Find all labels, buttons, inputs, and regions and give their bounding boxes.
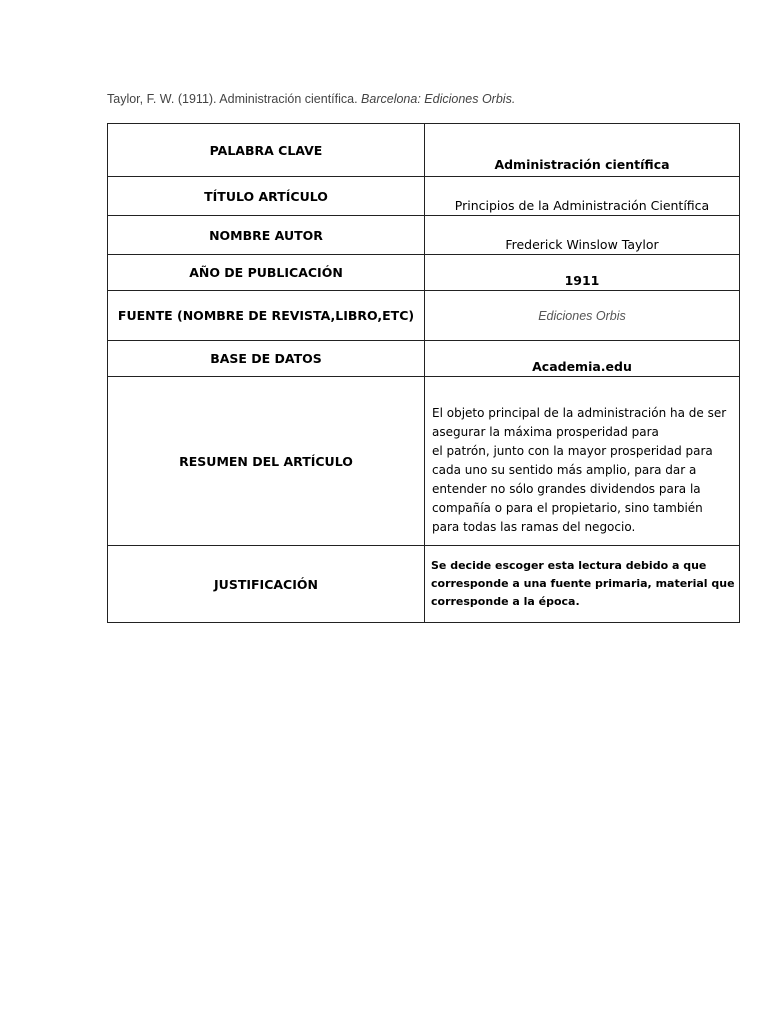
table-row-database xyxy=(108,341,740,377)
source-label: FUENTE (NOMBRE DE REVISTA,LIBRO,ETC) xyxy=(108,291,425,341)
table-row-justification xyxy=(108,546,740,623)
citation xyxy=(107,92,515,106)
justification-line: corresponde a la época. xyxy=(431,595,580,608)
summary-label: RESUMEN DEL ARTÍCULO xyxy=(108,377,425,546)
table-row-source xyxy=(108,291,740,341)
year-label: AÑO DE PUBLICACIÓN xyxy=(108,255,425,291)
table-row-title xyxy=(108,177,740,216)
database-label: BASE DE DATOS xyxy=(108,341,425,377)
citation-italic: Barcelona: Ediciones Orbis. xyxy=(361,92,516,106)
source-value: Ediciones Orbis xyxy=(538,309,626,323)
table-row-summary xyxy=(108,377,740,546)
author-label: NOMBRE AUTOR xyxy=(108,216,425,255)
summary-line: cada uno su sentido más amplio, para dar a xyxy=(432,462,697,477)
source-value-cell xyxy=(425,291,740,341)
justification-line: Se decide escoger esta lectura debido a que xyxy=(431,559,707,572)
summary-line: el patrón, junto con la mayor prosperidad para xyxy=(432,443,713,458)
table-row-author xyxy=(108,216,740,255)
citation-plain: Taylor, F. W. (1911). Administración científica. xyxy=(107,92,362,106)
title-value: Principios de la Administración Científica xyxy=(425,177,740,216)
summary-line: compañía o para el propietario, sino también xyxy=(432,500,703,515)
summary-line: El objeto principal de la administración ha de ser xyxy=(432,405,727,420)
reading-card-table xyxy=(107,123,740,623)
table-row-year xyxy=(108,255,740,291)
keyword-label: PALABRA CLAVE xyxy=(108,124,425,177)
justification-label: JUSTIFICACIÓN xyxy=(108,546,425,623)
year-value: 1911 xyxy=(425,255,740,291)
summary-line: para todas las ramas del negocio. xyxy=(432,519,636,534)
database-value: Academia.edu xyxy=(425,341,740,377)
author-value: Frederick Winslow Taylor xyxy=(425,216,740,255)
summary-line: entender no sólo grandes dividendos para la xyxy=(432,481,701,496)
title-label: TÍTULO ARTÍCULO xyxy=(108,177,425,216)
justification-value xyxy=(425,546,740,623)
keyword-value: Administración científica xyxy=(425,124,740,177)
table-row-keyword xyxy=(108,124,740,177)
summary-line: asegurar la máxima prosperidad para xyxy=(432,424,659,439)
justification-line: corresponde a una fuente primaria, material que xyxy=(431,577,735,590)
summary-value xyxy=(425,377,740,546)
